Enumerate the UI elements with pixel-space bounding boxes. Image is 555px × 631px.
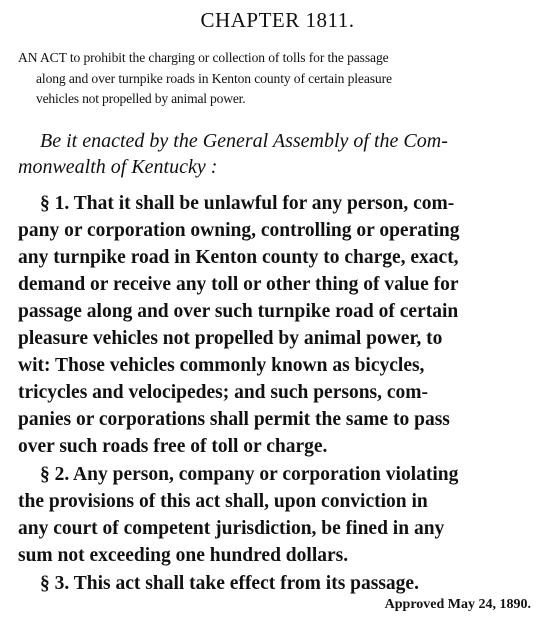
section-2-line: sum not exceeding one hundred dollars. [18, 545, 349, 566]
section-2-line: any court of competent jurisdiction, be fined in any [18, 518, 445, 539]
act-title-line: along and over turnpike roads in Kenton county of certain pleasure [36, 70, 392, 86]
section-1-line: tricycles and velocipedes; and such persons, com- [18, 382, 429, 403]
section-2-line: § 2. Any person, company or corporation violating [40, 464, 459, 485]
section-1-line: passage along and over such turnpike road of certain [18, 301, 459, 322]
approval-date: Approved May 24, 1890. [384, 597, 531, 612]
enacting-clause-line: monwealth of Kentucky : [18, 156, 218, 178]
section-2-line: the provisions of this act shall, upon conviction in [18, 491, 428, 512]
chapter-title: CHAPTER 1811. [200, 8, 355, 32]
section-1-line: § 1. That it shall be unlawful for any person, com- [40, 193, 455, 214]
act-title [18, 48, 548, 110]
section-1-line: panies or corporations shall permit the same to pass [18, 409, 450, 430]
section-1-line: wit: Those vehicles commonly known as bicycles, [18, 355, 425, 376]
section-1-line: demand or receive any toll or other thing of value for [18, 274, 459, 295]
act-title-line: AN ACT to prohibit the charging or collection of tolls for the passage [18, 50, 389, 65]
section-1-line: over such roads free of toll or charge. [18, 436, 328, 457]
section-3-line: § 3. This act shall take effect from its passage. [40, 573, 419, 594]
section-1-line: pleasure vehicles not propelled by animal power, to [18, 328, 443, 349]
section-1-line: any turnpike road in Kenton county to charge, exact, [18, 247, 459, 268]
section-1-line: pany or corporation owning, controlling or operating [18, 220, 460, 241]
act-title-line: vehicles not propelled by animal power. [36, 91, 246, 106]
enacting-clause-line: Be it enacted by the General Assembly of the Com- [40, 130, 448, 152]
